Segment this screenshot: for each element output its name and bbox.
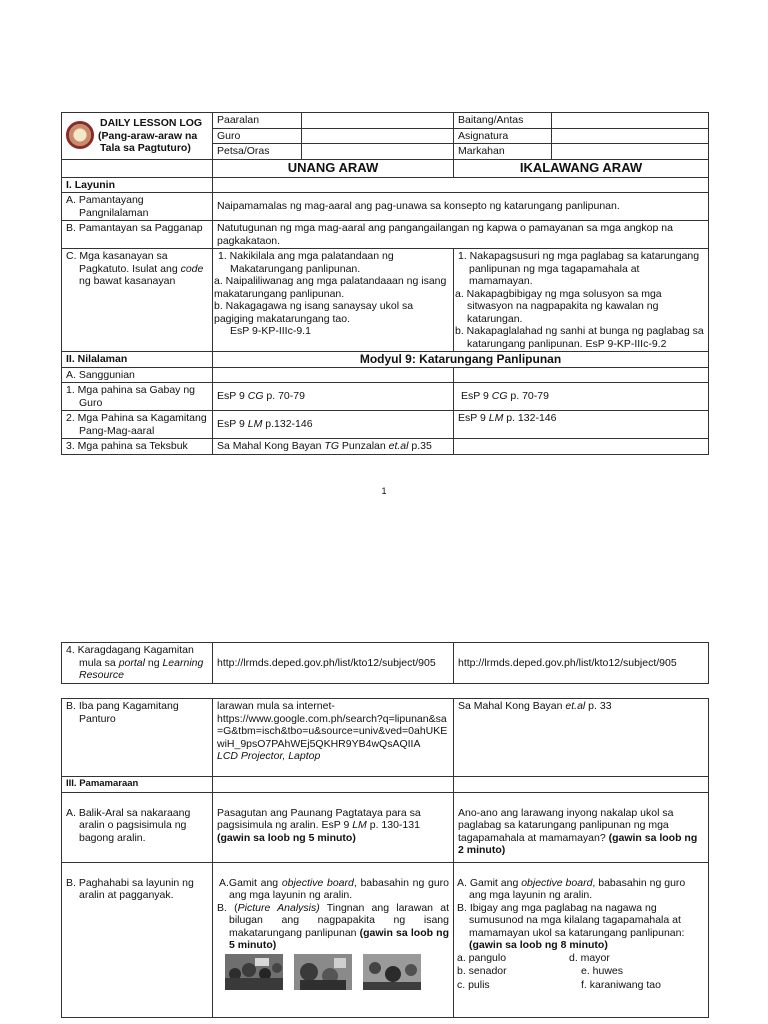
options-list [457, 952, 704, 992]
sanggunian-heading: A. Sanggunian [62, 367, 213, 383]
day2-heading: IKALAWANG ARAW [454, 159, 709, 177]
pamamaraan-heading: III. Pamamaraan [62, 777, 213, 793]
balik-aral-day1: Pasagutan ang Paunang Pagtataya para sa pagsisimula ng aralin. EsP 9 LM p. 130-131 (gawin sa loob ng 5 minuto) [213, 792, 454, 862]
markahan-value[interactable] [552, 144, 709, 160]
kagamitang-day2: EsP 9 LM p. 132-146 [454, 411, 709, 439]
iba-kagamitan-label: B. Iba pang Kagamitang Panturo [62, 699, 213, 777]
baitang-label: Baitang/Antas [454, 113, 552, 129]
resource-table [61, 642, 709, 684]
kasanayan-day1 [213, 249, 454, 352]
pamantayang-pangnilalaman-text: Naipamamalas ng mag-aaral ang pag-unawa sa konsepto ng katarungang panlipunan. [213, 193, 709, 221]
teksbuk-label: 3. Mga pahina sa Teksbuk [62, 439, 213, 455]
paghahabi-label: B. Paghahabi sa layunin ng aralin at pagganyak. [62, 862, 213, 1017]
day1-heading: UNANG ARAW [213, 159, 454, 177]
balik-aral-day2: Ano-ano ang larawang inyong nakalap ukol sa paglabag sa katarungang panlipunan ng mga tagapamahala at mamamayan? (gawin sa loob ng 2 minuto) [454, 792, 709, 862]
gabay-guro-day2: EsP 9 CG p. 70-79 [454, 383, 709, 411]
list-item: EsP 9-KP-IIIc-9.1 [230, 325, 311, 337]
teksbuk-day2 [454, 439, 709, 455]
list-item: 1. Nakapagsusuri ng mga paglabag sa katarungang panlipunan ng mga tagapamahala at mamamayan. [458, 250, 700, 287]
protest-photo-3[interactable] [363, 954, 421, 990]
lesson-log-table [61, 112, 709, 455]
kasanayan-label: C. Mga kasanayan sa Pagkatuto. Isulat ang code ng bawat kasanayan [62, 249, 213, 352]
list-item: b. senador [457, 965, 507, 977]
picture-analysis-photos [217, 954, 449, 990]
empty-cell [213, 777, 454, 793]
modyul-title: Modyul 9: Katarungang Panlipunan [213, 352, 709, 368]
gabay-guro-day1: EsP 9 CG p. 70-79 [213, 383, 454, 411]
protest-photo-1[interactable] [225, 954, 283, 990]
empty-cell [454, 777, 709, 793]
iba-kagamitan-day2: Sa Mahal Kong Bayan et.al p. 33 [454, 699, 709, 777]
baitang-value[interactable] [552, 113, 709, 129]
empty-cell [213, 367, 454, 383]
paghahabi-day1: A.Gamit ang objective board, babasahin ng guro ang mga layunin ng aralin. B. (Picture Analysis) Tingnan ang larawan at bilugan ang nagpapakita ng isang makatarungang panlipunan (gawin sa loob ng 5 minuto) [213, 862, 454, 1017]
blank-cell [62, 159, 213, 177]
page-number: 1 [381, 486, 387, 496]
pamantayan-pagganap-label: B. Pamantayan sa Pagganap [62, 221, 213, 249]
paaralan-label: Paaralan [213, 113, 302, 129]
list-item: e. huwes [581, 965, 624, 977]
gabay-guro-label: 1. Mga pahina sa Gabay ng Guro [62, 383, 213, 411]
guro-value[interactable] [302, 128, 454, 144]
kagamitang-day1: EsP 9 LM p.132-146 [213, 411, 454, 439]
list-item: a. pangulo [457, 951, 507, 964]
teksbuk-day1: Sa Mahal Kong Bayan TG Punzalan et.al p.35 [213, 439, 454, 455]
list-item: f. karaniwang tao [581, 978, 661, 991]
list-item: a. Naipaliliwanag ang mga palatandaaan ng isang makatarungang panlipunan. [214, 275, 447, 300]
iba-kagamitan-day1: larawan mula sa internet- https://www.google.com.ph/search?q=lipunan&sa=G&tbm=isch&tbo=u&source=univ&ved=0ahUKEwiH_9psO7PAhWEj5QKHR9YB4wQsAQIIA LCD Projector, Laptop [213, 699, 454, 777]
empty-cell [213, 177, 709, 193]
markahan-label: Markahan [454, 144, 552, 160]
kasanayan-day2 [454, 249, 709, 352]
balik-aral-label: A. Balik-Aral sa nakaraang aralin o pagsisimula ng bagong aralin. [62, 792, 213, 862]
layunin-heading: I. Layunin [62, 177, 213, 193]
header-title: DAILY LESSON LOG (Pang-araw-araw na Tala sa Pagtuturo) [62, 113, 213, 160]
empty-cell [454, 367, 709, 383]
list-item: d. mayor [569, 951, 610, 964]
guro-label: Guro [213, 128, 302, 144]
pamantayang-pangnilalaman-label: A. Pamantayang Pangnilalaman [62, 193, 213, 221]
protest-photo-2[interactable] [294, 954, 352, 990]
karagdagang-kagamitan-label: 4. Karagdagang Kagamitan mula sa portal ng Learning Resource [62, 643, 213, 684]
asignatura-label: Asignatura [454, 128, 552, 144]
procedure-table [61, 698, 709, 1018]
list-item: 1. Nakikilala ang mga palatandaan ng Makatarungang panlipunan. [218, 250, 394, 275]
list-item: b. Nakagagawa ng isang sanaysay ukol sa pagiging makatarungang tao. [214, 300, 414, 325]
list-item: a. Nakapagbibigay ng mga solusyon sa mga sitwasyon na nagpapakita ng kawalan ng katarungan. [455, 287, 662, 325]
nilalaman-heading: II. Nilalaman [62, 352, 213, 368]
asignatura-value[interactable] [552, 128, 709, 144]
paghahabi-day2: A. Gamit ang objective board, babasahin ng guro ang mga layunin ng aralin. B. Ibigay ang mga paglabag na nagawa ng sumusunod na mga kilalang tagapamahala at mamamayan ukol sa katarungang panlipunan: (gawin sa loob ng 8 minuto) a. pangulo d. mayor b. senador e. huwes c. pulis f. karaniwang tao [454, 862, 709, 1017]
lrmds-link-day1[interactable]: http://lrmds.deped.gov.ph/list/kto12/subject/905 [213, 643, 454, 684]
petsa-value[interactable] [302, 144, 454, 160]
list-item: b. Nakapaglalahad ng sanhi at bunga ng paglabag sa katarungang panlipunan. EsP 9-KP-IIIc-9.2 [455, 325, 704, 350]
kagamitang-label: 2. Mga Pahina sa Kagamitang Pang-Mag-aaral [62, 411, 213, 439]
paaralan-value[interactable] [302, 113, 454, 129]
google-search-link[interactable]: https://www.google.com.ph/search?q=lipunan&sa=G&tbm=isch&tbo=u&source=univ&ved=0ahUKEwiH_9psO7PAhWEj5QKHR9YB4wQsAQIIA [217, 712, 448, 750]
pamantayan-pagganap-text: Natutugunan ng mga mag-aaral ang pangangailangan ng kapwa o pamayanan sa mga angkop na pagkakataon. [213, 221, 709, 249]
list-item: c. pulis [457, 978, 490, 991]
lrmds-link-day2[interactable]: http://lrmds.deped.gov.ph/list/kto12/subject/905 [454, 643, 709, 684]
petsa-label: Petsa/Oras [213, 144, 302, 160]
deped-seal-icon [66, 121, 94, 149]
